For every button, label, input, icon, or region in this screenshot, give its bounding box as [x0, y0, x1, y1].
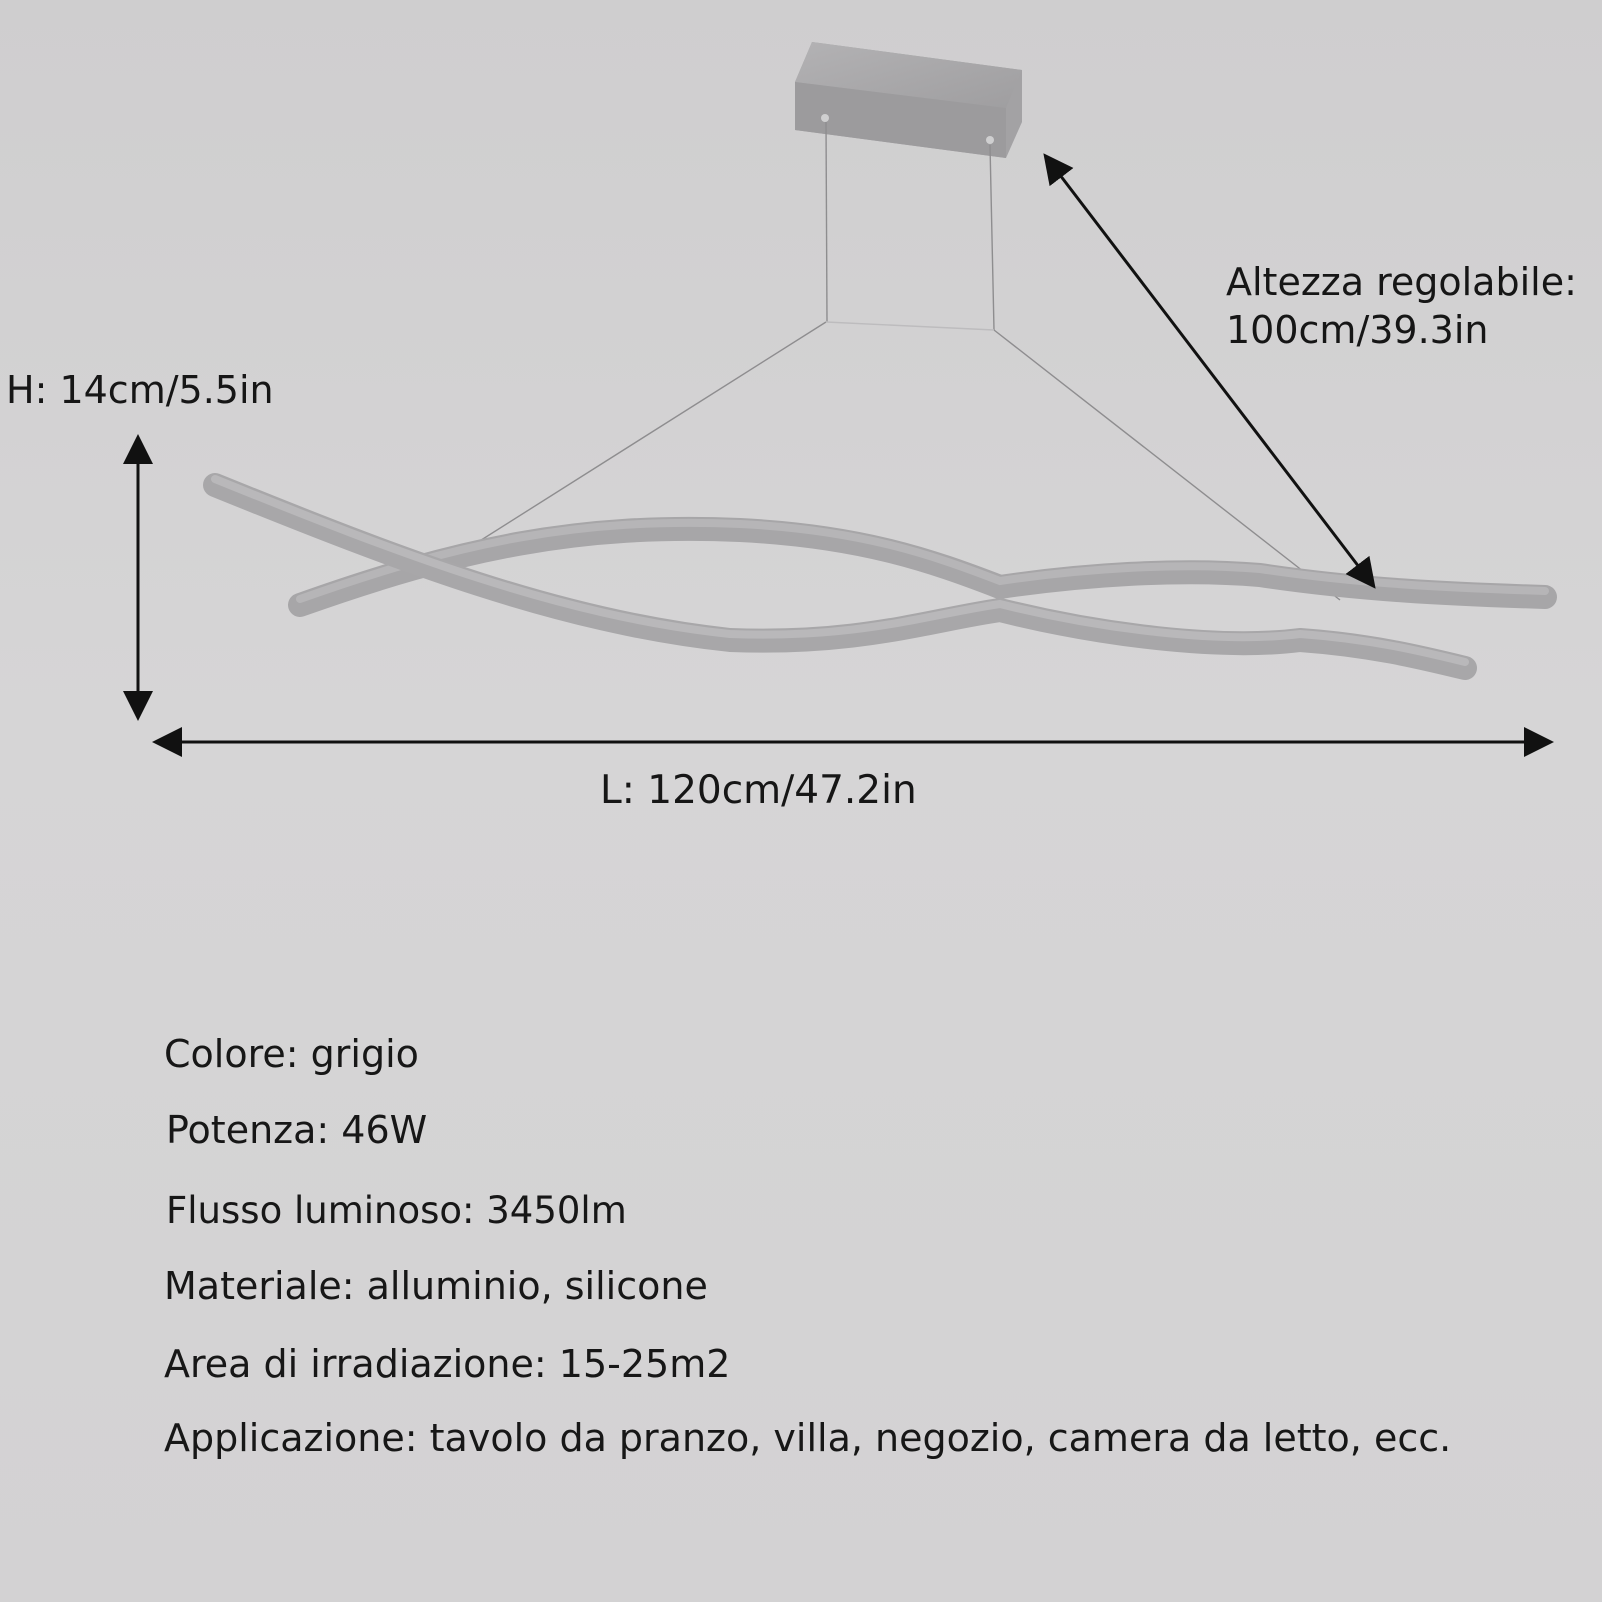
spec-row-irradiation-area: [164, 1342, 730, 1386]
wave-light-strips: [215, 479, 1545, 668]
adjustable-height-arrow: [1047, 158, 1372, 584]
adjustable-height-title: Altezza regolabile:: [1226, 260, 1577, 304]
spec-value: tavolo da pranzo, villa, negozio, camera da letto, ecc.: [417, 1416, 1452, 1460]
spec-row-power: [166, 1108, 427, 1152]
spec-name: Applicazione:: [164, 1416, 418, 1460]
spec-value: 15-25m2: [546, 1342, 731, 1386]
spec-name: Area di irradiazione:: [164, 1342, 547, 1386]
height-dimension-label: H: 14cm/5.5in: [6, 368, 274, 412]
ceiling-canopy: [795, 42, 1022, 158]
spec-value: grigio: [298, 1032, 419, 1076]
spec-row-luminous-flux: [166, 1189, 627, 1232]
spec-value: 3450lm: [474, 1189, 627, 1232]
canopy-screw-icon: [821, 114, 829, 122]
spec-name: Materiale:: [164, 1264, 355, 1308]
spec-row-color: [164, 1032, 419, 1076]
spec-value: 46W: [329, 1108, 428, 1152]
spec-name: Flusso luminoso:: [166, 1189, 475, 1232]
adjustable-height-label: [1226, 258, 1586, 354]
canopy-screw-icon: [986, 136, 994, 144]
spec-row-application: [164, 1416, 1451, 1460]
length-dimension-label: L: 120cm/47.2in: [600, 768, 917, 813]
spec-name: Potenza:: [166, 1108, 330, 1152]
spec-row-material: [164, 1264, 708, 1308]
spec-value: alluminio, silicone: [354, 1264, 708, 1308]
adjustable-height-value: 100cm/39.3in: [1226, 308, 1489, 352]
spec-name: Colore:: [164, 1032, 299, 1076]
